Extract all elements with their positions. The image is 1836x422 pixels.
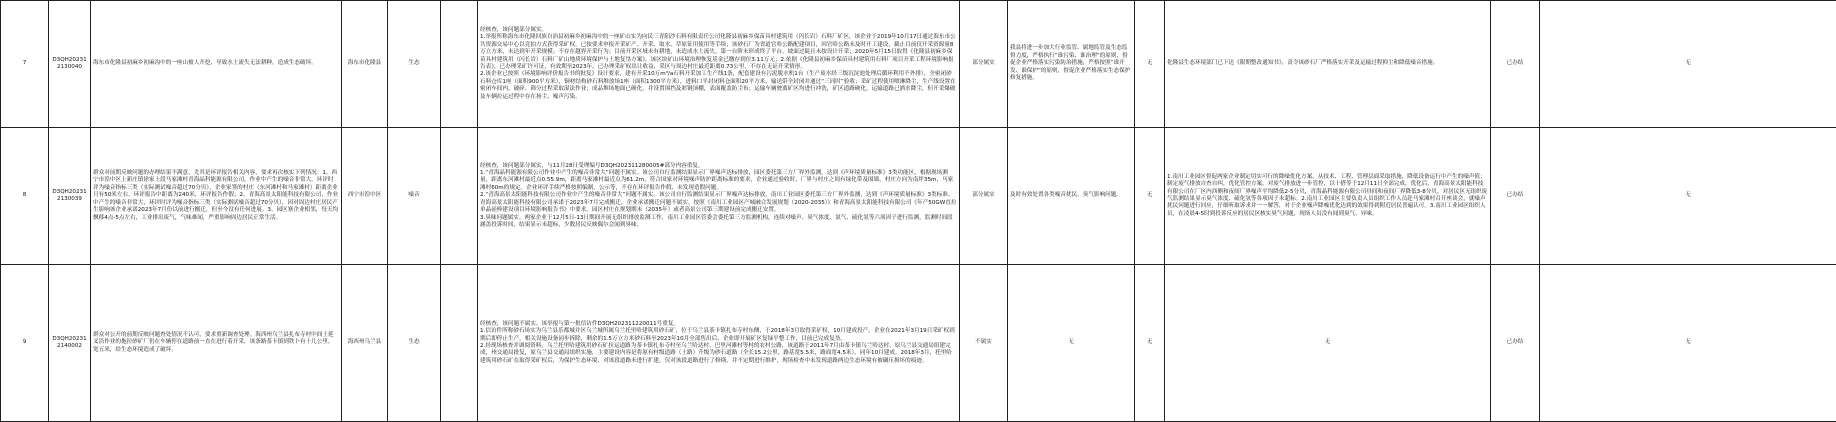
rectification-status: 1.南川工业园区督促两家企业制定切实可行的降噪优化方案，从技术、工程、管理层面采取措施，降低设备运行中产生的噪声值；制定废气排放自查自纠，优化管控方案，对废气排放进一步管控，以十搭等于12月11日全部完成，优化后，青海高景太阳能科技有限公司在厂区内西侧和夜间厂界噪声平均降低2-5分贝，青海晶科能源有限公司昼间和夜间厂界降低3-8分贝，对居民区无组织废气监测结果显示臭气浓度、硫化氢等各项因子未超标。2.南川工业园区主要负责人员组织工作人员赴马家滩村召开座谈会，就噪声扰民问题进行回应，仔细听取诉求并一一解答，对于企业噪声降噪优化达到的效果得到附近居民普遍认可。3.南川工业园区组织人员，在凌晨4-5时到投诉反应的居民区核实臭气问题，现场人员没有闻到臭气、异味。 <box>1165 128 1491 265</box>
verdict: 部分属实 <box>960 128 1008 265</box>
empty-cell <box>441 128 478 265</box>
district: 西宁市湟中区 <box>342 128 388 265</box>
table-row <box>1 1 1836 128</box>
district: 海东市化隆县 <box>342 1 388 128</box>
case-status: 已办结 <box>1491 265 1540 422</box>
empty-cell <box>441 1 478 128</box>
remark: 无 <box>1540 1 1836 128</box>
accountable-persons: 无 <box>1135 128 1165 265</box>
complaint-content: 海东市化隆县初麻乡初麻沟中的一座山被人开挖，导致水土流失无法耕种，造成生态破坏。 <box>91 1 342 128</box>
handling-measures: 及时有效处置各类噪音扰民、臭气影响问题。 <box>1008 128 1135 265</box>
finding-paragraph: 2.该企业已按照《环境影响评价报告书的批复》设计要求，建有开采10万m³/a石料开采加工生产线1条，配套建设有污泥脱水机1台（生产废水经三级沉淀池处理后循环利用不外排），全密闭砂石料仓库1座（面积900平方米），铜材结构砂石料堆放场1座（面积1300平方米），进料口半封闭料仓面积20平方米，输送带全封闭并通过“三同时”验收；采矿过程使用喷淋降尘，生产线设置在密闭车间内，破碎、筛分过程采取湿法作业；成品堆场地面已硬化，并设置围挡及彩钢顶棚，表面覆盖防尘布；运输车辆驶离矿区均进行冲洗，矿区道路硬化，运输道路已洒水降尘，但开采爆破及车辆拉运过程中存在扬尘、噪声污染。 <box>480 71 957 101</box>
district: 海西州乌兰县 <box>342 265 388 422</box>
row-number: 9 <box>1 265 49 422</box>
verdict: 不属实 <box>960 265 1008 422</box>
accountable-persons: 无 <box>1135 265 1165 422</box>
finding-paragraph: 经核查，该问题部分属实。 <box>480 27 957 34</box>
complaint-content: 群众对公开的前期反映问题查处情况不认可，要求重新调查处理。海西州乌兰县扎布寺村中间土延叉沿作业的拖拉砂矿厂仍在车辆停在道路前一直在进行着开采，该条路茶卡镇到铁卜有十几公里，宽五米，给生态环境造成了破坏。 <box>91 265 342 422</box>
pollution-category: 噪音 <box>388 128 441 265</box>
handling-measures: 无 <box>1008 265 1135 422</box>
pollution-category: 生态 <box>388 265 441 422</box>
finding-paragraph: 1.举报所称海东市化隆回族自治县初麻乡初麻沟中的一座矿山实为向民三青阳沙石料有限责任公司化隆县初麻乡保苗具村建筑用（闪长岩）石料厂矿区，该企业于2019年10月17日通过海东市公共资源交易中心以竞拍方式获得采矿权，已按要求申报开采矿产、开采、取水、草原征用使用等手续；该砂石厂为省道官哈公路配建项目，因官哈公路未及时开工建设，截止目前仅开采资源量8万立方米，未达到年开采规模；不存在越界开采行为；目前开采区域未有耕地，未造成水土流失。第一台阶未形成终了平台，坡面过陡且未按设计开采；2020年5月15日取得《化隆县初麻乡保苗具村建筑用（闪长岩）石料厂矿山地质环境保护与土地复垦方案》，该区块矿山环境治理恢复基金已缴存到位3.11万元；2.依据《化隆县初麻乡保苗具村建筑用石料厂项目开采工程环境影响报告表》，已办理采矿许可证，有效期至2023年，已办理采矿权出让收益，采区与周边村庄最近距离0.73公里，不存在无证开采情形。 <box>480 34 957 71</box>
case-status: 已办结 <box>1491 128 1540 265</box>
case-status: 已办结 <box>1491 1 1540 128</box>
empty-cell <box>441 265 478 422</box>
finding-paragraph: 2.“青海高景太阳能科技有限公司作业中产生的噪音非常大”问题不属实。该公司自行监测结果显示厂界噪声达标排放，南川工业园区委托第三方厂界外监测，达到《声环境质量标准》3类标准。青海高景太阳能科技有限公司承诺于2023年7月完成搬迁，企业承诺搬迁问题不属实。按照《南川工业园区产城融合发展规划（2020-2035）》和青海高景太阳能科技有限公司《年产50GW直拉单晶硅棒建设项目环境影响报告书》中要求，园区村庄在规划期末（2035年）或者高景公司第三期建设前完成搬迁安置。 <box>480 192 957 214</box>
finding-paragraph: 经核查，该问题部分属实，与11月28日受理编号D3QH20231128000​5#部分内容重复。 <box>480 163 957 170</box>
verdict: 部分属实 <box>960 1 1008 128</box>
finding-paragraph: 3.臭味问题属实。两家企业于12月5日-13日期间开展无组织排放监测工作，南川工业园区管委会委托第三方监测机构，连续对噪声、臭气浓度、氨气、硫化氢等六项因子进行监测，监测时间段涵盖投诉时间，结果显示未超标，少数居民反映偶尔会闻到臭味。 <box>480 215 957 230</box>
rectification-status: 化隆县生态环境部门已下达《限期整改通知书》，责令该砂石厂严格落实开采及运输过程抑尘和降低噪音措施。 <box>1165 1 1491 128</box>
investigation-findings <box>478 128 960 265</box>
finding-paragraph: 1.“青海晶科能源有限公司作业中产生的噪音非常大”问题不属实。该公司自行监测结果显示厂界噪声达标排放，园区委托第三方厂界外监测，达到《声环境质量标准》3类功能区，根据现场测量，距离东河滩村最近点0.55.9m，距离马家滩村最近点为61.2m，符合国家对环境噪声防护距离标准的要求，企业通过验收时，厂界与村庄之间有绿化带及围墙，村庄方向为南坪35m，马家滩村60m的规定。企业环评手续严格按照编制，公示等，不存在环评报告作假、未发现造假问题。 <box>480 170 957 192</box>
finding-paragraph: 2.经现场核查并调阅资料，乌兰托里哈建筑用砂石矿拉运道路为茶卡镇扎布寺村至乌兰哈达村、巴里河滩村等村的农村公路，该道路于2011年7月由茶卡镇乌兰哈达村、原乌兰县交通局组建完成，州交通局批复，原乌兰县交通局组织实施，主要建设内容是将原有村级道路（土路）升级为砂石道路（全长15.2公里，路基宽5.5米，路面宽4.5米），同年10月建成。2018年3月，托里哈建筑用砂石矿在取得采矿权后，为保护生态环境，对该段道路未进行扩建，仅对该段道路进行了修缮，并不定期进行维护，现场检查中未发现道路两边生态环境有被碾压损坏的痕迹。 <box>480 343 957 365</box>
row-number: 8 <box>1 128 49 265</box>
remark: 无 <box>1540 265 1836 422</box>
case-code: D3QH202312130039 <box>49 128 91 265</box>
table-row <box>1 128 1836 265</box>
complaint-content: 群众对前期反映问题的办理结果不满意，尤其是环评报告相关内容，要求再次核实下列情况：1、西宁市湟中区上新庄镇徐家上段马家滩村青海晶科能源有限公司，作业中产生的噪音非常大，环评时评为噪音指标三类（实际测试噪音超过70分贝），企业家签的村庄（东河滩村和马家滩村）距离企业只有50米左右，环评报告中距离为240米，环评报告作假；2、青海高景太阳能科技有限公司，作业中产生的噪音非常大，环评时评为噪音指标三类（实际测试噪音超过70分贝），因对周边村庄居民产生影响该企业承诺2023年7月份以前进行搬迁，但至今没有任何进展。3、园区寨企业相邻，每天均飘移4点-5点左右，工业排出废气，气味难闻，严重影响周边居民正常生活。 <box>91 128 342 265</box>
row-number: 7 <box>1 1 49 128</box>
handling-measures: 我县将进一步加大行业监管、属地监管及生态监督力度，严格执行“谁污染、谁治理”的原则，督促企业严格落实污染防治措施，严格按照“谁开发、谁保护”的原则，督促企业严格落实生态保护修复措施。 <box>1008 1 1135 128</box>
finding-paragraph: 1.信访件所称砂石场实为乌兰县乐都城并区乌兰城所属乌兰托里哈建筑用砂石矿，位于乌兰县茶卡镇扎布寺村东侧，于2018年3月取得采矿权，10月建成投产。企业在2021年3月19日采矿权到期后即停止生产，相关设施设备同步拆除，剩余的1.5万立方米砂石料至2023年10月全部售出后，企业即开展矿区复绿平整工作，目前已完成复垦。 <box>480 328 957 343</box>
investigation-findings <box>478 1 960 128</box>
rectification-status: 无 <box>1165 265 1491 422</box>
pollution-category: 生态 <box>388 1 441 128</box>
finding-paragraph: 经核查，该问题不属实。该举报与第一批信访件D3QH20231122001​1号重复。 <box>480 321 957 328</box>
remark: 无 <box>1540 128 1836 265</box>
investigation-findings <box>478 265 960 422</box>
accountable-persons: 无 <box>1135 1 1165 128</box>
case-code: D3QH202312130040 <box>49 1 91 128</box>
table-row <box>1 265 1836 422</box>
case-code: D3QH202312140002 <box>49 265 91 422</box>
